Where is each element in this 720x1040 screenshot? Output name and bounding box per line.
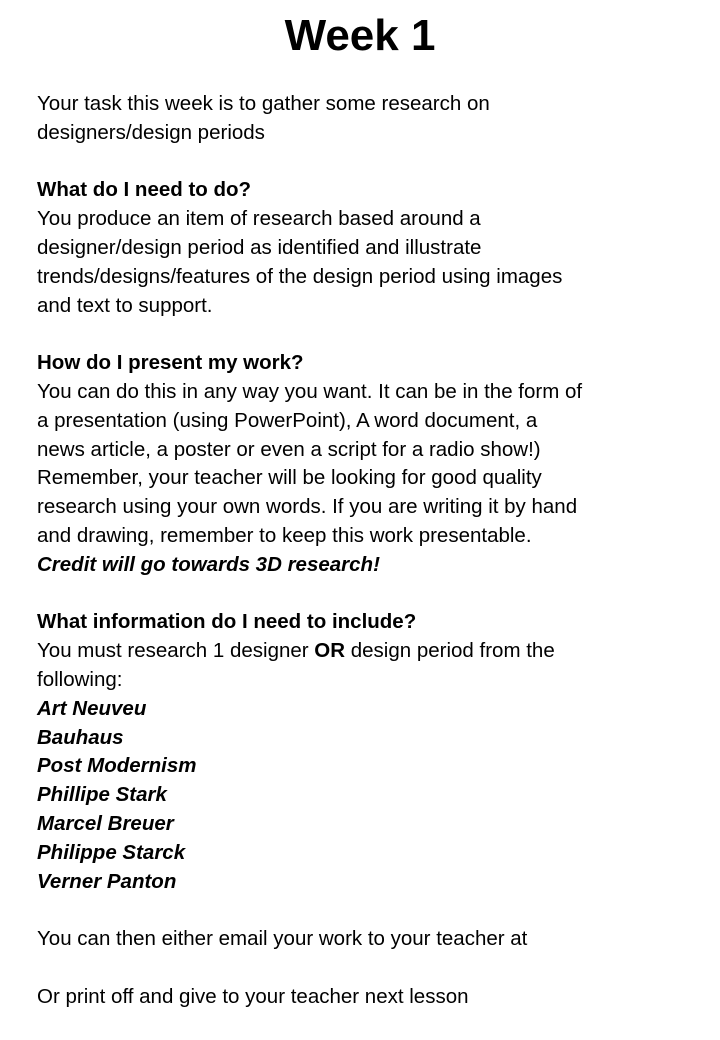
paragraph-gap <box>37 580 707 609</box>
option-art-neuveu: Art Neuveu <box>37 696 147 720</box>
option-phillipe-stark: Phillipe Stark <box>37 783 167 807</box>
section3-line: following: <box>37 667 123 691</box>
credit-note: Credit will go towards 3D research! <box>37 552 380 576</box>
document-body <box>37 90 707 1012</box>
email-instruction: You can then either email your work to your teacher at <box>37 927 528 951</box>
section2-line: a presentation (using PowerPoint), A word document, a <box>37 408 538 432</box>
or-emphasis: OR <box>314 639 346 663</box>
section3-line-start: You must research 1 designer <box>37 639 315 663</box>
paragraph-gap <box>37 320 707 349</box>
option-post-modernism: Post Modernism <box>37 754 197 778</box>
paragraph-gap <box>37 896 707 925</box>
option-bauhaus: Bauhaus <box>37 725 124 749</box>
section1-line: You produce an item of research based around a <box>37 207 481 231</box>
section3-line-end: design period from the <box>345 639 555 663</box>
section2-line: and drawing, remember to keep this work presentable. <box>37 523 532 547</box>
section1-line: designer/design period as identified and illustrate <box>37 235 482 259</box>
paragraph-gap <box>37 148 707 177</box>
option-verner-panton: Verner Panton <box>37 869 177 893</box>
section3-line <box>37 637 707 666</box>
paragraph-gap <box>37 954 707 983</box>
intro-line: designers/design periods <box>37 120 265 144</box>
print-instruction: Or print off and give to your teacher next lesson <box>37 984 469 1008</box>
section1-line: and text to support. <box>37 293 213 317</box>
section-heading-how-to-present: How do I present my work? <box>37 351 304 375</box>
page-title: Week 1 <box>284 11 436 60</box>
section2-line: research using your own words. If you are writing it by hand <box>37 495 578 519</box>
section2-line: You can do this in any way you want. It can be in the form of <box>37 379 583 403</box>
section2-line: Remember, your teacher will be looking for good quality <box>37 466 542 490</box>
section-heading-what-to-do: What do I need to do? <box>37 178 252 202</box>
option-philippe-starck: Philippe Starck <box>37 840 186 864</box>
option-marcel-breuer: Marcel Breuer <box>37 811 174 835</box>
intro-line: Your task this week is to gather some research on <box>37 92 490 115</box>
section-heading-information: What information do I need to include? <box>37 610 417 634</box>
section2-line: news article, a poster or even a script for a radio show!) <box>37 437 541 461</box>
section1-line: trends/designs/features of the design period using images <box>37 264 563 288</box>
